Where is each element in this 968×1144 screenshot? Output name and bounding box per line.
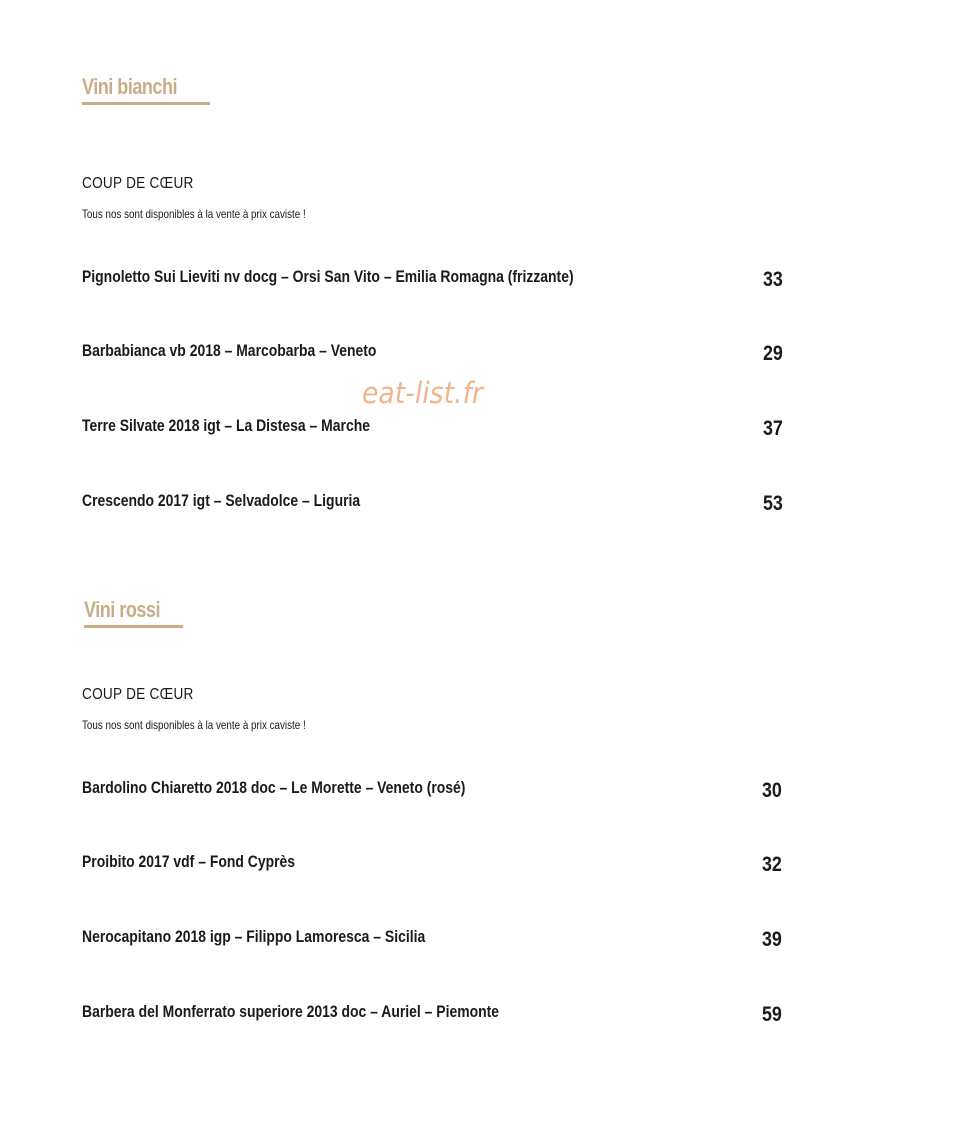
wine-item-price: 59 (762, 1003, 782, 1026)
wine-item-name: Proibito 2017 vdf – Fond Cyprès (82, 852, 296, 871)
wine-item-name: Barbera del Monferrato superiore 2013 doc – Auriel – Piemonte (82, 1002, 500, 1021)
wine-item-price: 53 (763, 492, 783, 515)
section-note: Tous nos sont disponibles à la vente à prix caviste ! (82, 207, 306, 221)
section-title-vini-bianchi: Vini bianchi (82, 74, 210, 105)
watermark: eat-list.fr (362, 376, 483, 410)
section-title-vini-rossi: Vini rossi (84, 597, 183, 628)
wine-item-price: 32 (762, 853, 782, 876)
wine-item-name: Barbabianca vb 2018 – Marcobarba – Veneto (82, 341, 377, 360)
section-note: Tous nos sont disponibles à la vente à prix caviste ! (82, 718, 306, 732)
wine-item-name: Crescendo 2017 igt – Selvadolce – Liguria (82, 491, 361, 510)
wine-item-name: Pignoletto Sui Lieviti nv docg – Orsi San Vito – Emilia Romagna (frizzante) (82, 267, 574, 286)
wine-item-price: 33 (763, 268, 783, 291)
wine-item-price: 30 (762, 779, 782, 802)
wine-item-name: Terre Silvate 2018 igt – La Distesa – Marche (82, 416, 370, 435)
wine-item-price: 39 (762, 928, 782, 951)
wine-item-name: Bardolino Chiaretto 2018 doc – Le Morette – Veneto (rosé) (82, 778, 466, 797)
section-subhead: COUP DE CŒUR (82, 175, 194, 192)
section-subhead: COUP DE CŒUR (82, 686, 194, 703)
wine-item-price: 29 (763, 342, 783, 365)
wine-item-name: Nerocapitano 2018 igp – Filippo Lamoresca – Sicilia (82, 927, 426, 946)
wine-item-price: 37 (763, 417, 783, 440)
